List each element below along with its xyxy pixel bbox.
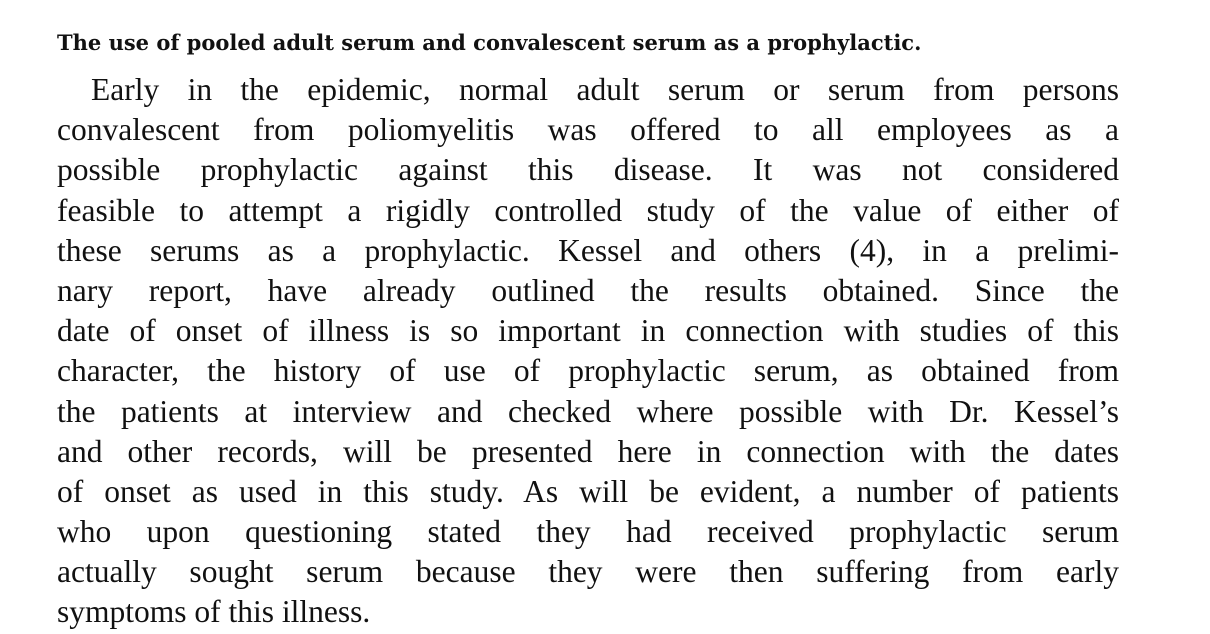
paragraph-line: date of onset of illness is so important in connection with studies of this xyxy=(57,313,1119,349)
paragraph-line: and other records, will be presented here in connection with the dates xyxy=(57,433,1119,469)
paragraph-line: of onset as used in this study. As will be evident, a number of patients xyxy=(57,473,1119,509)
paragraph-line: possible prophylactic against this disease. It was not considered xyxy=(57,152,1119,188)
paragraph-line: actually sought serum because they were then suffering from early xyxy=(57,554,1119,590)
paragraph-line: Early in the epidemic, normal adult serum or serum from persons xyxy=(91,72,1119,107)
paragraph-line: who upon questioning stated they had received prophylactic serum xyxy=(57,514,1119,550)
section-heading: The use of pooled adult serum and convalescent serum as a prophylactic. xyxy=(57,30,922,55)
paragraph-line: the patients at interview and checked where possible with Dr. Kessel’s xyxy=(57,393,1119,429)
paragraph-line: character, the history of use of prophylactic serum, as obtained from xyxy=(57,353,1119,389)
paragraph-line: feasible to attempt a rigidly controlled study of the value of either of xyxy=(57,192,1119,228)
paragraph-line: these serums as a prophylactic. Kessel and others (4), in a prelimi- xyxy=(57,232,1119,268)
paragraph-line: nary report, have already outlined the results obtained. Since the xyxy=(57,272,1119,308)
body-paragraph xyxy=(57,70,1119,633)
paragraph-line: symptoms of this illness. xyxy=(57,594,371,630)
paragraph-line: convalescent from poliomyelitis was offered to all employees as a xyxy=(57,112,1119,148)
